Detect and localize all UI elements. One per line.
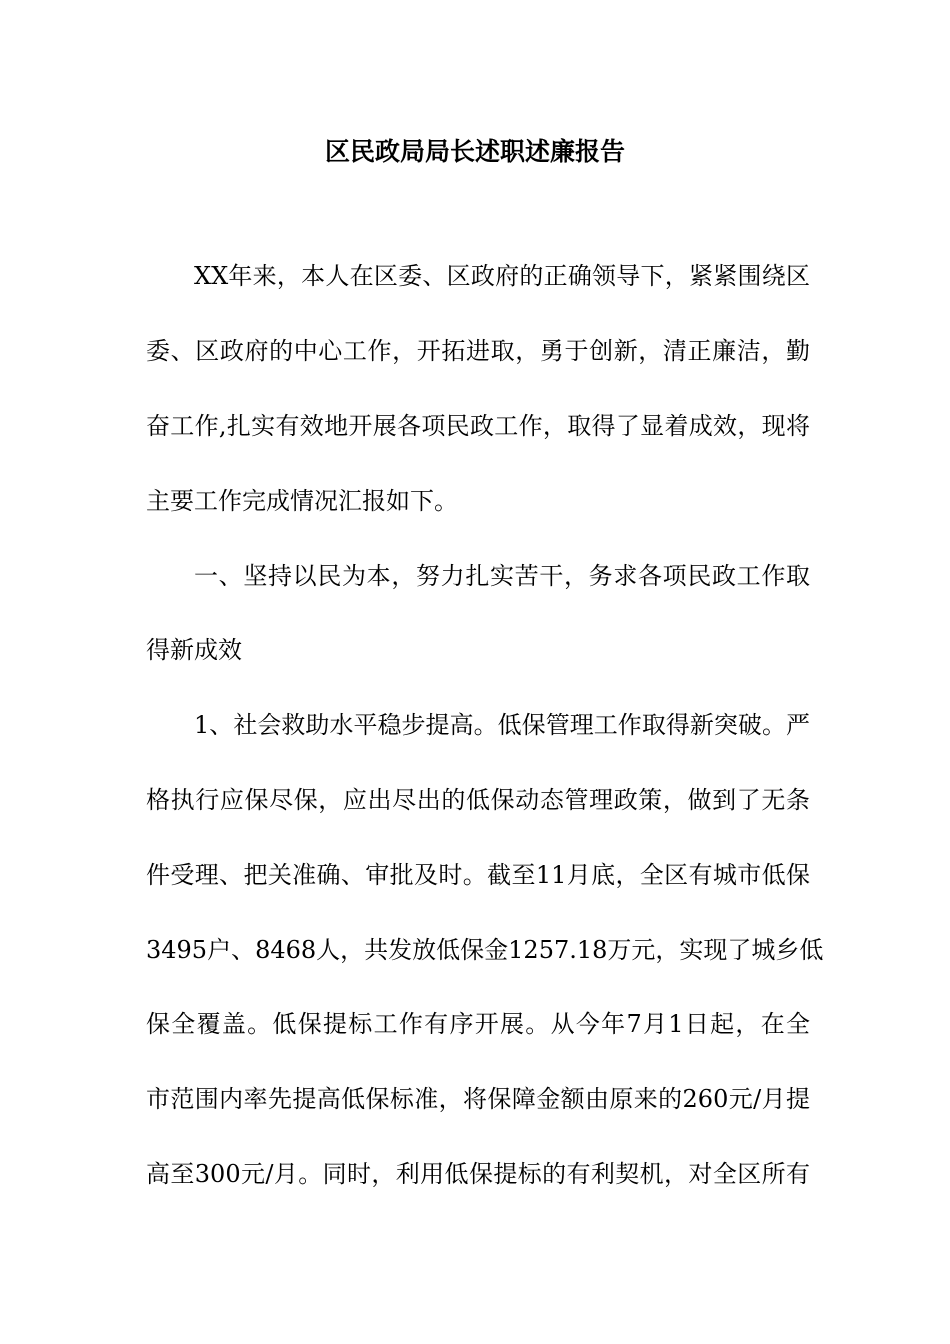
paragraph-line (146, 930, 824, 970)
line-text: 委、区政府的中心工作，开拓进取，勇于创新，清正廉洁，勤 (146, 337, 810, 365)
line-text: 奋工作,扎实有效地开展各项民政工作，取得了显着成效，现将 (146, 412, 810, 440)
section-heading-line (146, 630, 810, 670)
line-text: 一、坚持以民为本，努力扎实苦干，务求各项民政工作取 (194, 562, 810, 590)
paragraph-line (146, 331, 810, 371)
line-text: 保全覆盖。低保提标工作有序开展。从今年7月1日起，在全 (146, 1010, 810, 1038)
paragraph-line (146, 1154, 810, 1194)
line-text: 主要工作完成情况汇报如下。 (146, 487, 458, 515)
line-text: 得新成效 (146, 636, 242, 664)
line-text: 3495户、8468人，共发放低保金1257.18万元，实现了城乡低 (146, 936, 824, 964)
paragraph-line (146, 780, 810, 820)
section-heading-line (194, 556, 810, 596)
paragraph-line (146, 1004, 810, 1044)
paragraph-line (146, 1079, 810, 1119)
line-text: 市范围内率先提高低保标准，将保障金额由原来的260元/月提 (146, 1085, 810, 1113)
line-text: 件受理、把关准确、审批及时。截至11月底，全区有城市低保 (146, 861, 810, 889)
paragraph-line (194, 705, 810, 745)
line-text: 高至300元/月。同时，利用低保提标的有利契机，对全区所有 (146, 1160, 810, 1188)
line-text: 1、社会救助水平稳步提高。低保管理工作取得新突破。严 (194, 711, 810, 739)
line-text: XX年来，本人在区委、区政府的正确领导下，紧紧围绕区 (194, 262, 810, 290)
paragraph-line (146, 481, 810, 521)
paragraph-line (146, 406, 810, 446)
document-title: 区民政局局长述职述廉报告 (324, 137, 625, 166)
line-text: 格执行应保尽保，应出尽出的低保动态管理政策，做到了无条 (146, 786, 810, 814)
paragraph-line (194, 256, 810, 296)
paragraph-line (146, 855, 810, 895)
